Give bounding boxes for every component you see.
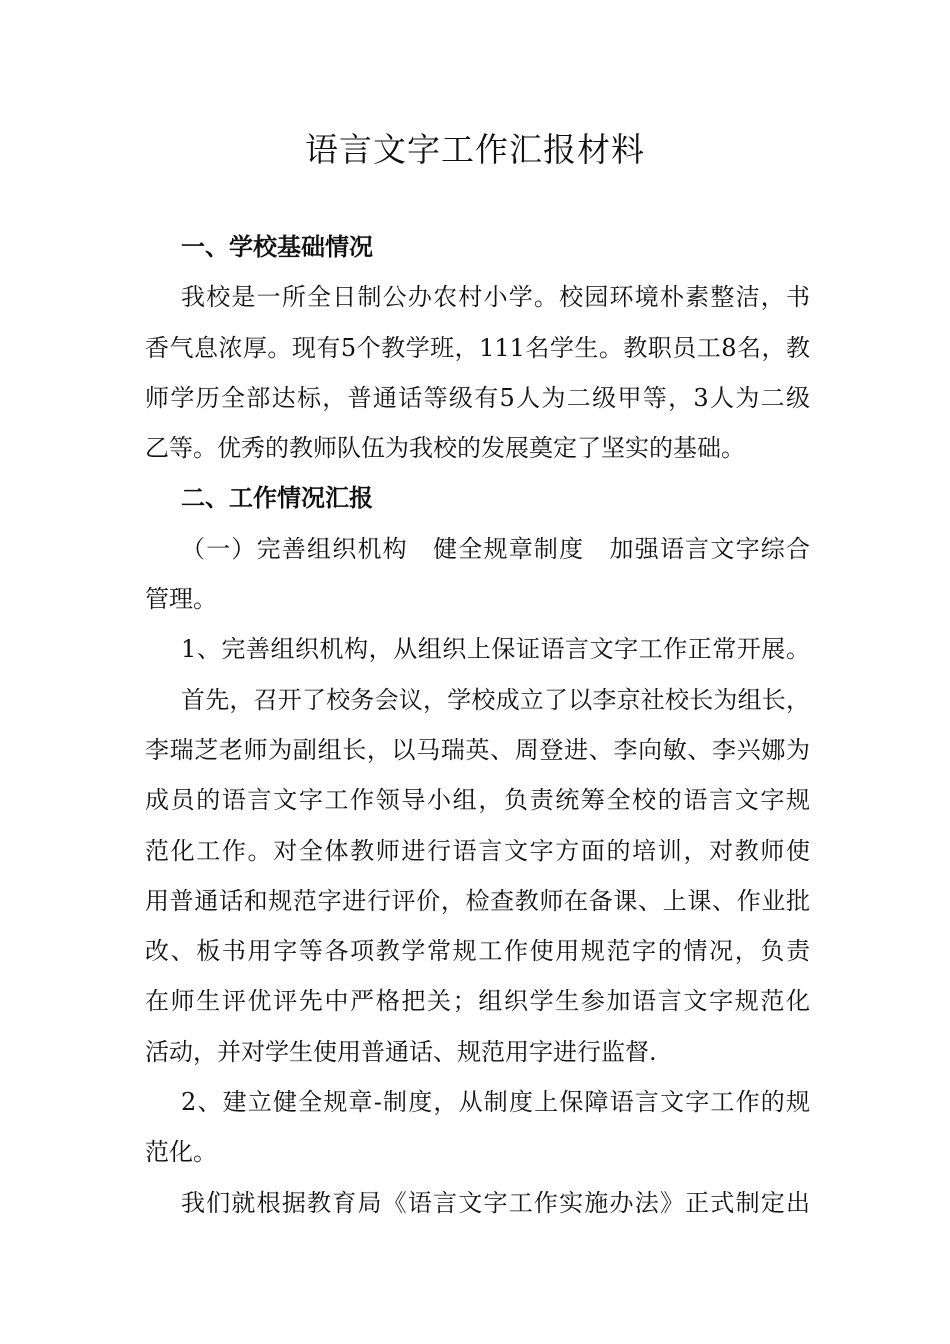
- paragraph-line: 改、板书用字等各项教学常规工作使用规范字的情况，负责: [145, 937, 810, 966]
- section-heading-1: 一、学校基础情况: [181, 233, 373, 261]
- paragraph-line: 师学历全部达标，普通话等级有5人为二级甲等，3人为二级: [145, 383, 810, 412]
- paragraph-line: 在师生评优评先中严格把关；组织学生参加语言文字规范化: [145, 987, 810, 1016]
- paragraph-line: 乙等。优秀的教师队伍为我校的发展奠定了坚实的基础。: [145, 434, 745, 463]
- numbered-item-1: 1、完善组织机构，从组织上保证语言文字工作正常开展。: [181, 635, 810, 664]
- document-body: [145, 222, 810, 1228]
- subsection-heading-cont: 管理。: [145, 585, 217, 614]
- paragraph-line: 香气息浓厚。现有5个教学班，111名学生。教职员工8名，教: [145, 333, 810, 362]
- paragraph-line: 用普通话和规范字进行评价，检查教师在备课、上课、作业批: [145, 886, 810, 915]
- subsection-heading: （一）完善组织机构 健全规章制度 加强语言文字综合: [181, 534, 810, 563]
- paragraph-line: 首先，召开了校务会议，学校成立了以李京社校长为组长，: [181, 685, 810, 714]
- paragraph-line: 我校是一所全日制公办农村小学。校园环境朴素整洁，书: [181, 283, 810, 312]
- section-heading-2: 二、工作情况汇报: [181, 484, 373, 513]
- document-title: 语言文字工作汇报材料: [305, 130, 645, 169]
- numbered-item-2: 2、建立健全规章-制度，从制度上保障语言文字工作的规: [181, 1088, 810, 1117]
- paragraph-line: 李瑞芝老师为副组长，以马瑞英、周登进、李向敏、李兴娜为: [145, 735, 810, 764]
- paragraph-line: 范化工作。对全体教师进行语言文字方面的培训，对教师使: [145, 836, 810, 865]
- paragraph-line: 我们就根据教育局《语言文字工作实施办法》正式制定出: [181, 1188, 810, 1217]
- numbered-item-2-cont: 范化。: [145, 1138, 217, 1167]
- paragraph-line: 成员的语言文字工作领导小组，负责统筹全校的语言文字规: [145, 786, 810, 815]
- paragraph-line: 活动，并对学生使用普通话、规范用字进行监督.: [145, 1037, 657, 1066]
